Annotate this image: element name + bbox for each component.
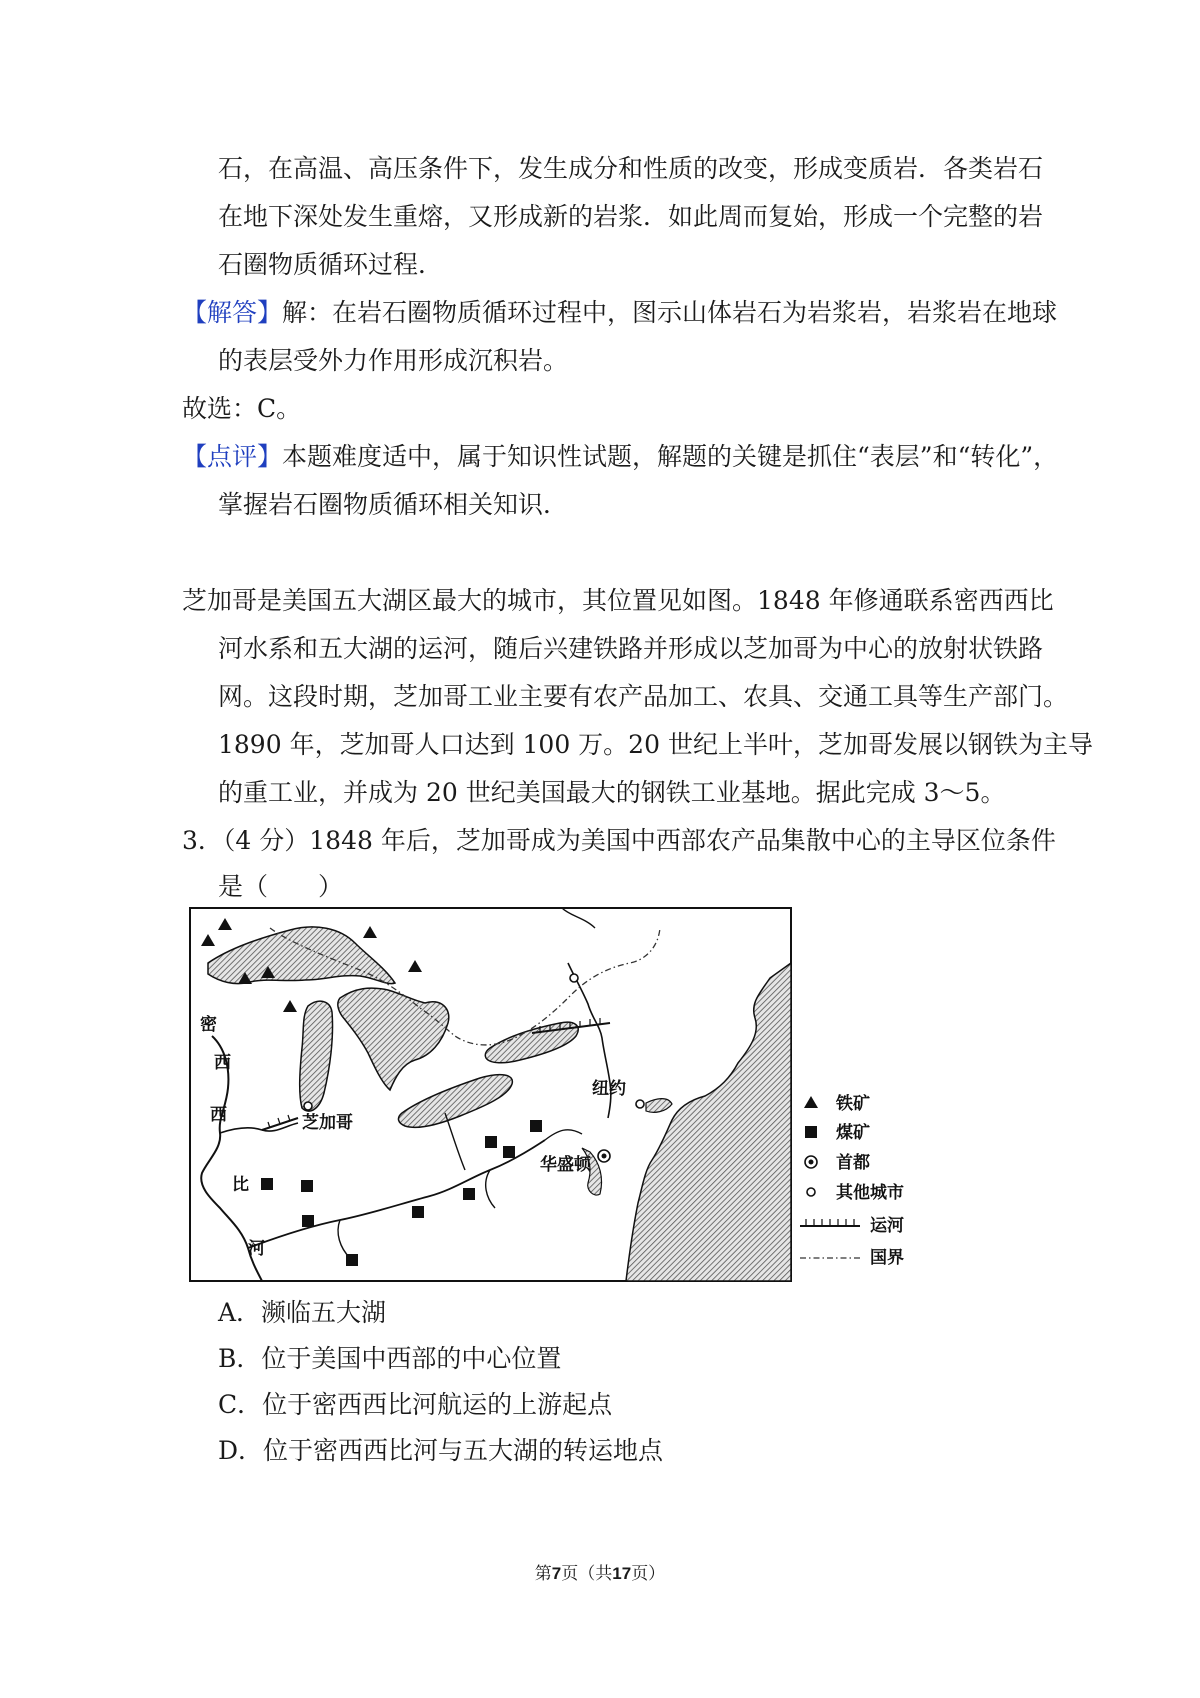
newyork-label: 纽约: [592, 1079, 626, 1099]
river-label-char: 西: [210, 1105, 227, 1125]
legend-city-icon: [807, 1188, 815, 1196]
page-footer: [0, 1559, 1200, 1584]
coal-icon: [485, 1136, 497, 1148]
footer-page-number: 7: [551, 1564, 562, 1583]
passage-line: 的重工业，并成为 20 世纪美国最大的钢铁工业基地。据此完成 3～5。: [218, 778, 1006, 807]
answer-choice: 故选：C。: [182, 394, 302, 423]
legend-canal-label: 运河: [870, 1216, 904, 1236]
answer-line: 的表层受外力作用形成沉积岩。: [218, 346, 569, 375]
legend-canal-icon: [800, 1219, 860, 1226]
legend-city-label: 其他城市: [836, 1183, 904, 1203]
passage-line: 芝加哥是美国五大湖区最大的城市，其位置见如图。1848 年修通联系密西西比: [182, 586, 1054, 615]
river-label-char: 密: [200, 1015, 217, 1035]
legend-capital-icon-dot: [809, 1160, 814, 1165]
coal-icon: [530, 1120, 542, 1132]
chicago-label: 芝加哥: [302, 1113, 353, 1133]
comment-text: 本题难度适中，属于知识性试题，解题的关键是抓住“表层”和“转化”，: [282, 442, 1059, 471]
legend-iron-label: 铁矿: [836, 1094, 870, 1114]
passage-line: 1890 年，芝加哥人口达到 100 万。20 世纪上半叶，芝加哥发展以钢铁为主导: [218, 730, 1093, 759]
coal-icon: [463, 1188, 475, 1200]
analysis-line: 石，在高温、高压条件下，发生成分和性质的改变，形成变质岩．各类岩石: [218, 154, 1044, 183]
river-label-char: 河: [248, 1239, 265, 1259]
passage-line: 网。这段时期，芝加哥工业主要有农产品加工、农具、交通工具等生产部门。: [218, 682, 1069, 711]
question-stem: 是（ ）: [218, 872, 344, 901]
washington-marker-dot: [602, 1154, 607, 1159]
coal-icon: [261, 1178, 273, 1190]
legend-capital-label: 首都: [836, 1153, 870, 1173]
question-stem: 3．（4 分）1848 年后，芝加哥成为美国中西部农产品集散中心的主导区位条件: [182, 826, 1056, 855]
coal-icon: [301, 1180, 313, 1192]
great-lakes-map: [190, 908, 791, 1281]
footer-middle: 页（共: [561, 1564, 613, 1584]
washington-label: 华盛顿: [540, 1155, 591, 1175]
option-a: A．濒临五大湖: [218, 1298, 387, 1327]
comment-line: 掌握岩石圈物质循环相关知识．: [218, 490, 569, 519]
river-label-char: 西: [214, 1053, 231, 1073]
comment-tag: 【点评】: [182, 442, 283, 471]
footer-total-pages: 17: [612, 1564, 632, 1583]
footer-suffix: 页）: [631, 1564, 666, 1584]
river-label-char: 比: [232, 1175, 249, 1195]
legend-coal-label: 煤矿: [836, 1123, 870, 1143]
coal-icon: [346, 1254, 358, 1266]
analysis-line: 在地下深处发生重熔，又形成新的岩浆．如此周而复始，形成一个完整的岩: [218, 202, 1044, 231]
map-legend: [800, 1088, 904, 1288]
city-marker: [570, 974, 578, 982]
option-c: C．位于密西西比河航运的上游起点: [218, 1390, 613, 1419]
answer-text: 解：在岩石圈物质循环过程中，图示山体岩石为岩浆岩，岩浆岩在地球: [282, 298, 1058, 327]
legend-coal-icon: [805, 1126, 817, 1138]
answer-block: [182, 296, 1057, 330]
option-b: B．位于美国中西部的中心位置: [218, 1344, 562, 1373]
comment-block: [182, 440, 1058, 474]
map-svg: [190, 908, 791, 1281]
coal-icon: [302, 1215, 314, 1227]
legend-border-label: 国界: [870, 1248, 904, 1268]
footer-prefix: 第: [534, 1564, 552, 1584]
analysis-line: 石圈物质循环过程．: [218, 250, 444, 279]
coal-icon: [503, 1146, 515, 1158]
coal-icon: [412, 1206, 424, 1218]
chicago-marker: [304, 1102, 312, 1110]
answer-tag: 【解答】: [182, 298, 283, 327]
legend-iron-icon: [804, 1096, 818, 1108]
passage-line: 河水系和五大湖的运河，随后兴建铁路并形成以芝加哥为中心的放射状铁路: [218, 634, 1044, 663]
option-d: D．位于密西西比河与五大湖的转运地点: [218, 1436, 664, 1465]
newyork-marker: [636, 1100, 644, 1108]
